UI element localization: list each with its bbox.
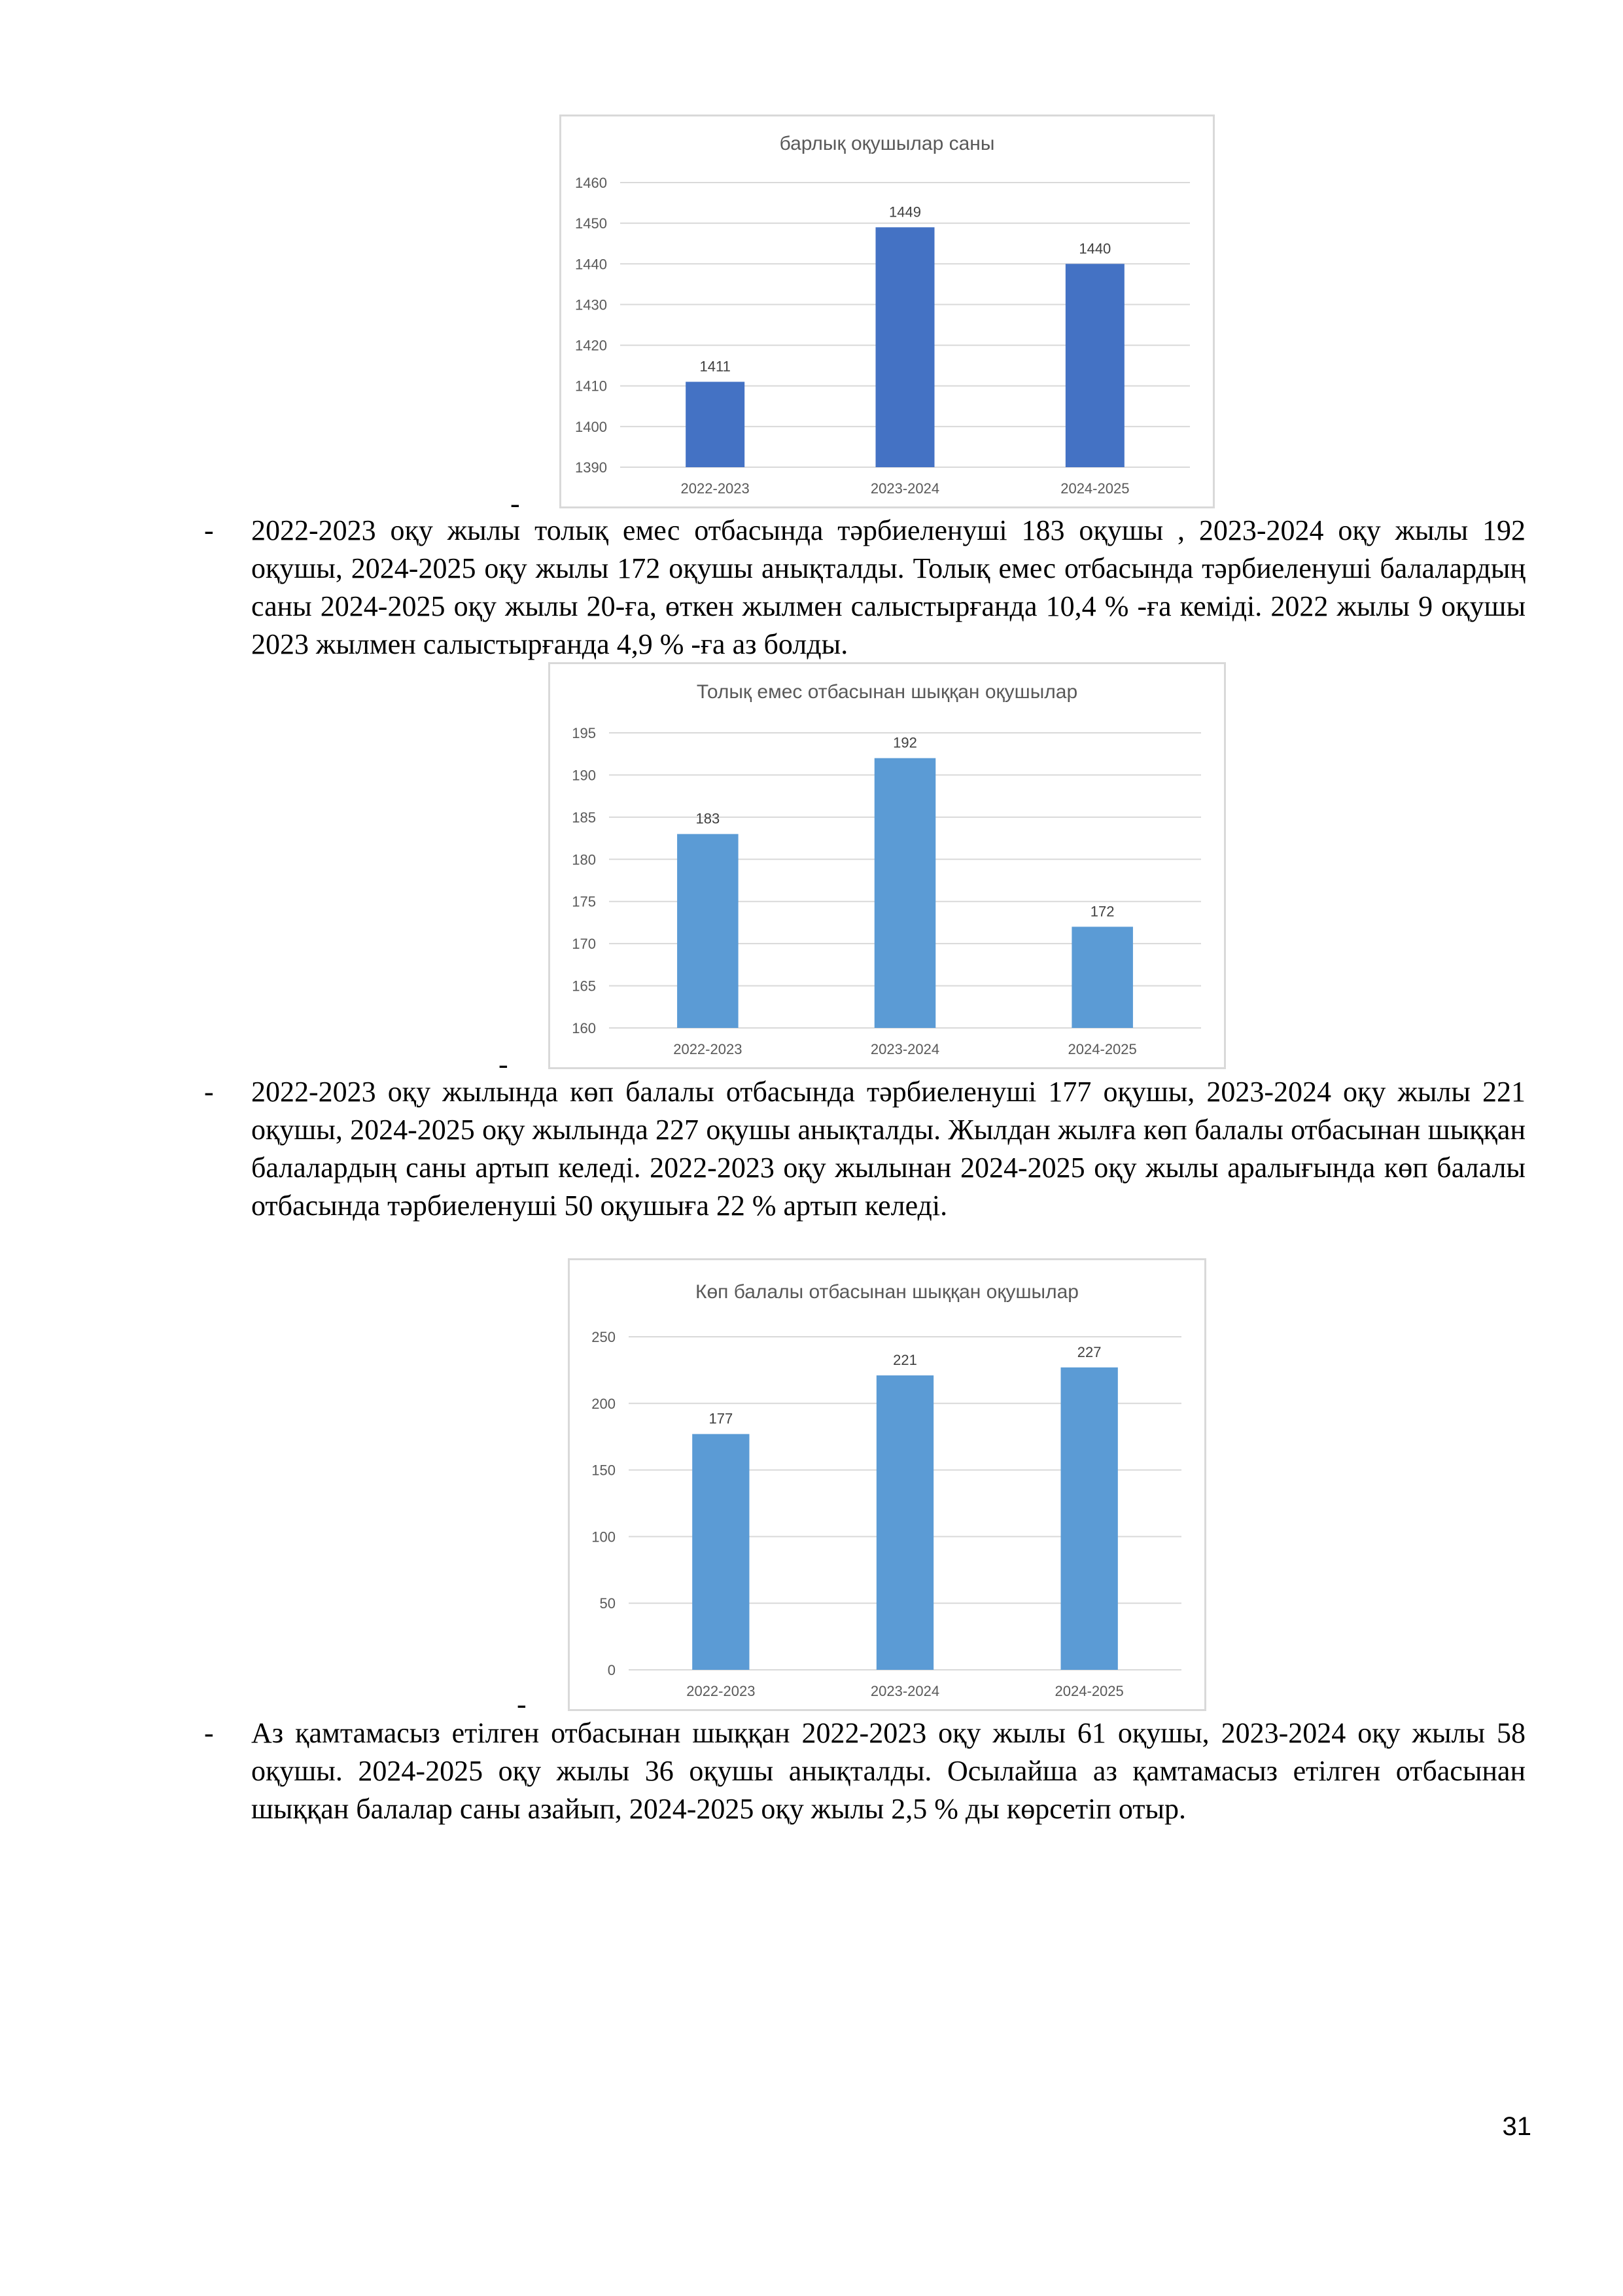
bar	[1066, 264, 1125, 467]
chart-svg	[550, 664, 1224, 1067]
bullet-dash: -	[204, 1717, 214, 1749]
data-label: 177	[708, 1410, 733, 1427]
x-tick-label: 2023-2024	[870, 480, 940, 497]
stray-dash: -	[517, 1688, 527, 1720]
x-tick-label: 2024-2025	[1060, 480, 1130, 497]
data-label: 1449	[889, 203, 921, 221]
bar	[1061, 1368, 1118, 1670]
data-label: 227	[1077, 1343, 1102, 1360]
y-tick-label: 0	[607, 1662, 616, 1678]
y-tick-label: 190	[572, 767, 596, 784]
bar	[677, 834, 739, 1028]
bar	[692, 1434, 749, 1670]
bar	[877, 1375, 934, 1670]
x-tick-label: 2024-2025	[1068, 1041, 1137, 1057]
y-tick-label: 1390	[575, 459, 607, 476]
chart-svg	[561, 116, 1213, 506]
bar	[1072, 927, 1133, 1028]
chart-svg	[570, 1260, 1204, 1709]
y-tick-label: 170	[572, 936, 596, 953]
data-label: 192	[893, 734, 917, 751]
x-tick-label: 2022-2023	[686, 1683, 756, 1699]
x-tick-label: 2024-2025	[1055, 1683, 1124, 1699]
bar	[686, 382, 744, 468]
chart-title: Толық емес отбасынан шыққан оқушылар	[696, 681, 1078, 703]
y-tick-label: 1410	[575, 378, 607, 395]
x-tick-label: 2023-2024	[870, 1683, 940, 1699]
y-tick-label: 150	[591, 1462, 616, 1479]
y-tick-label: 185	[572, 809, 596, 826]
data-label: 221	[893, 1352, 917, 1369]
chart-total-students	[559, 115, 1215, 508]
y-tick-label: 200	[591, 1395, 616, 1412]
bullet-dash: -	[204, 1076, 214, 1108]
y-tick-label: 160	[572, 1020, 596, 1036]
y-tick-label: 100	[591, 1528, 616, 1545]
y-tick-label: 165	[572, 978, 596, 995]
y-tick-label: 50	[599, 1595, 616, 1612]
y-tick-label: 1440	[575, 256, 607, 273]
bar	[875, 227, 934, 467]
y-tick-label: 1430	[575, 296, 607, 313]
y-tick-label: 1460	[575, 175, 607, 191]
x-tick-label: 2022-2023	[680, 480, 750, 497]
bar	[875, 758, 936, 1028]
y-tick-label: 1450	[575, 215, 607, 232]
data-label: 172	[1090, 903, 1115, 920]
y-tick-label: 1420	[575, 337, 607, 354]
paragraph-text: 2022-2023 оқу жылында көп балалы отбасында тәрбиеленуші 177 оқушы, 2023-2024 оқу жылы 221 оқушы, 2024-2025 оқу жылында 227 оқушы анықталды. Жылдан жылға көп балалы отбасынан шыққан балалардың саны артып келеді. 2022-2023 оқу жылынан 2024-2025 оқу жылы аралығында көп балалы отбасында тәрбиеленуші 50 оқушыға 22 % артып келеді.	[251, 1076, 1526, 1222]
chart-single-parent	[548, 662, 1226, 1069]
bullet-paragraph-2	[204, 1073, 1526, 1269]
y-tick-label: 180	[572, 851, 596, 868]
bullet-paragraph-1	[204, 512, 1526, 669]
paragraph-text: 2022-2023 оқу жылы толық емес отбасында тәрбиеленуші 183 оқушы , 2023-2024 оқу жылы 192 оқушы, 2024-2025 оқу жылы 172 оқушы анықталды. Толық емес отбасында тәрбиеленуші балалардың саны 2024-2025 оқу жылы 20-ға, өткен жылмен салыстырғанда 10,4 % -ға кеміді. 2022 жылы 9 оқушы 2023 жылмен салыстырғанда 4,9 % -ға аз болды.	[251, 514, 1526, 660]
x-tick-label: 2023-2024	[870, 1041, 940, 1057]
data-label: 183	[695, 810, 720, 827]
stray-dash: -	[498, 1048, 508, 1080]
x-tick-label: 2022-2023	[673, 1041, 742, 1057]
y-tick-label: 175	[572, 893, 596, 910]
stray-dash: -	[510, 487, 520, 520]
y-tick-label: 195	[572, 725, 596, 741]
data-label: 1411	[699, 358, 731, 375]
chart-large-families	[568, 1258, 1206, 1711]
chart-title: барлық оқушылар саны	[779, 133, 995, 154]
page-number: 31	[1502, 2112, 1531, 2141]
chart-title: Көп балалы отбасынан шыққан оқушылар	[695, 1281, 1079, 1303]
bullet-dash: -	[204, 514, 214, 546]
y-tick-label: 250	[591, 1329, 616, 1345]
paragraph-text: Аз қамтамасыз етілген отбасынан шыққан 2022-2023 оқу жылы 61 оқушы, 2023-2024 оқу жылы 58 оқушы. 2024-2025 оқу жылы 36 оқушы анықталды. Осылайша аз қамтамасыз етілген отбасынан шыққан балалар саны азайып, 2024-2025 оқу жылы 2,5 % ды көрсетіп отыр.	[251, 1717, 1526, 1825]
y-tick-label: 1400	[575, 418, 607, 435]
bullet-paragraph-3	[204, 1714, 1526, 1871]
data-label: 1440	[1079, 240, 1111, 257]
